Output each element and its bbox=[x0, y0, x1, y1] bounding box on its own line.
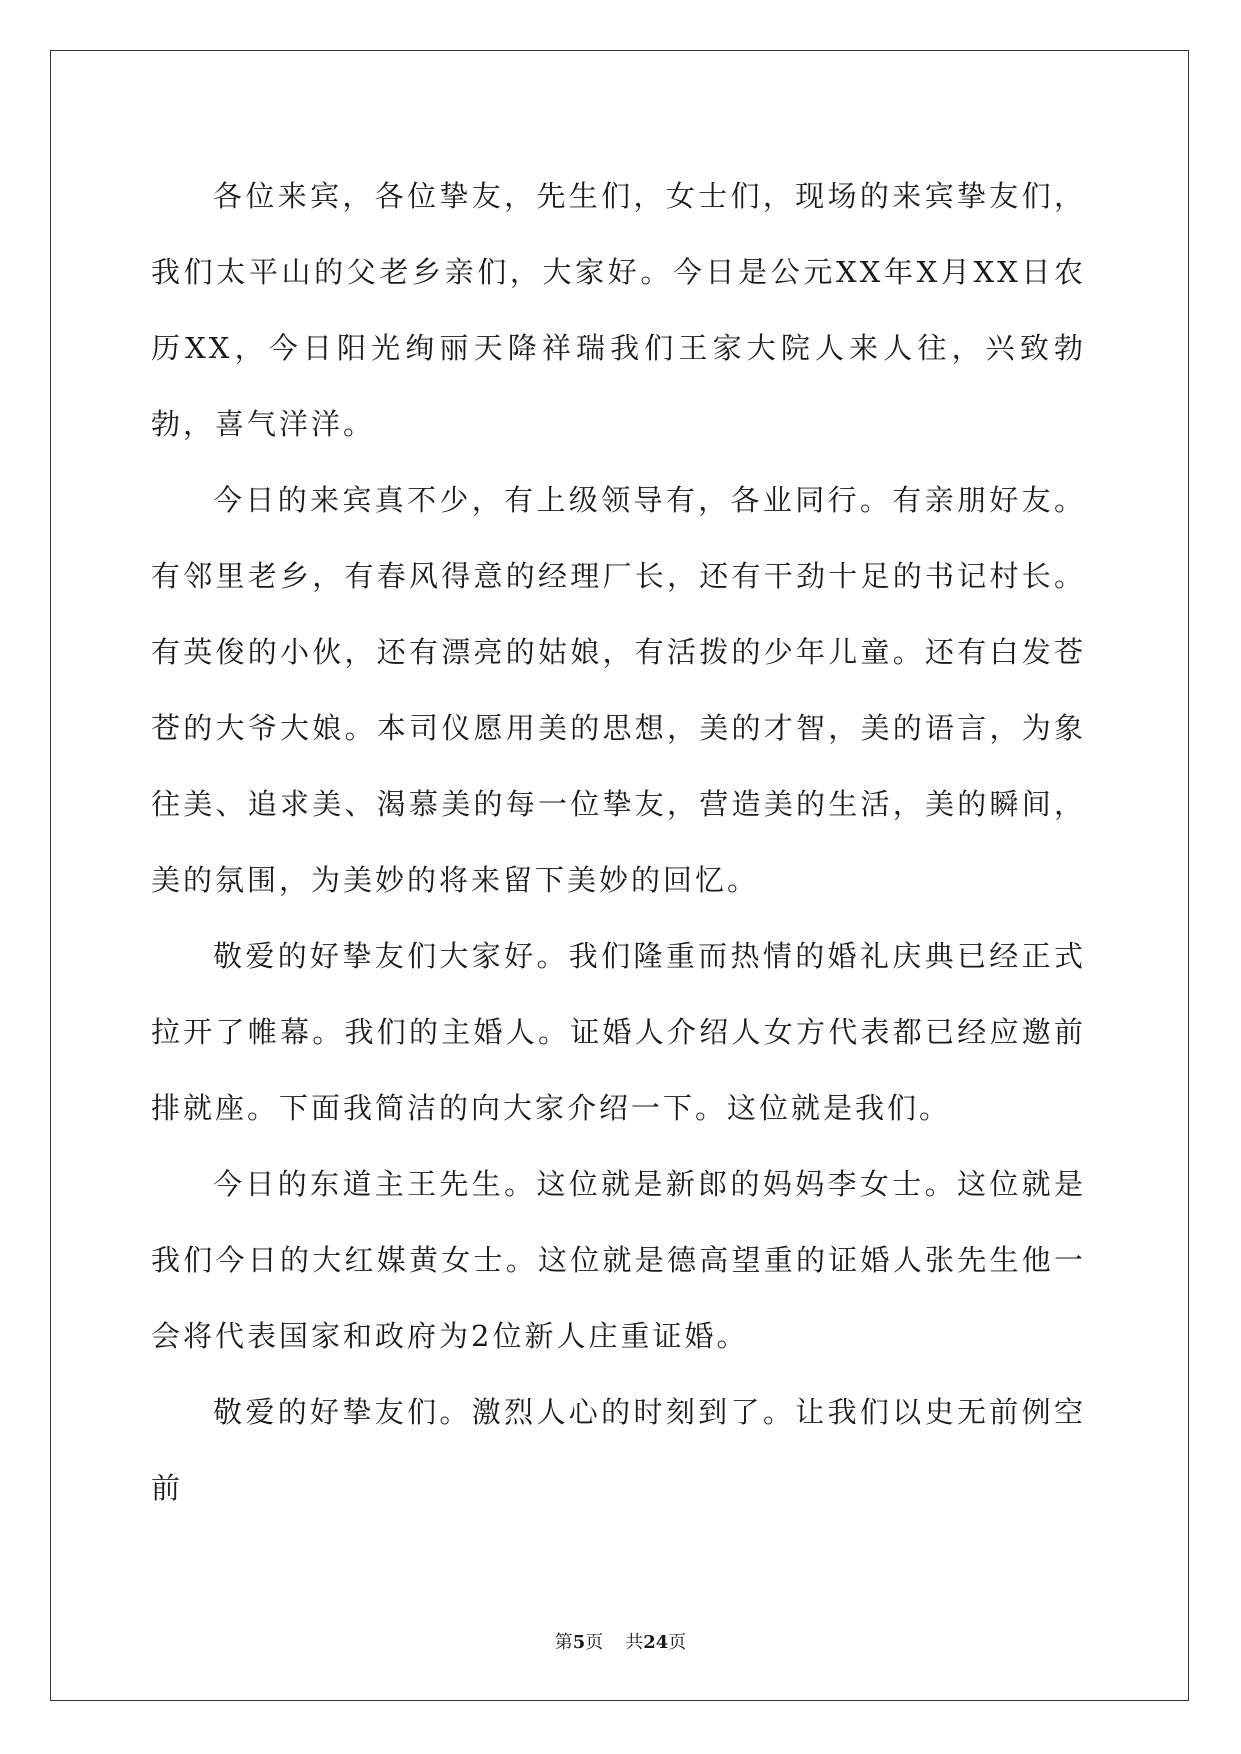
paragraph-3: 敬爱的好挚友们大家好。我们隆重而热情的婚礼庆典已经正式拉开了帷幕。我们的主婚人。证婚人介绍人女方代表都已经应邀前排就座。下面我简洁的向大家介绍一下。这位就是我们。 bbox=[151, 939, 1086, 1125]
document-body bbox=[151, 158, 1086, 1526]
total-pages: 24 bbox=[643, 1632, 669, 1653]
total-prefix: 共 bbox=[625, 1632, 644, 1653]
page-footer bbox=[0, 1628, 1241, 1654]
total-suffix: 页 bbox=[668, 1632, 687, 1653]
page-number: 5 bbox=[572, 1632, 586, 1653]
paragraph-5: 敬爱的好挚友们。激烈人心的时刻到了。让我们以史无前例空前 bbox=[151, 1395, 1086, 1505]
paragraph-1: 各位来宾，各位挚友，先生们，女士们，现场的来宾挚友们，我们太平山的父老乡亲们，大家好。今日是公元XX年X月XX日农历XX，今日阳光绚丽天降祥瑞我们王家大院人来人往，兴致勃勃，喜气洋洋。 bbox=[151, 179, 1086, 441]
page-prefix: 第 bbox=[554, 1632, 573, 1653]
paragraph-2: 今日的来宾真不少，有上级领导有，各业同行。有亲朋好友。有邻里老乡，有春风得意的经理厂长，还有干劲十足的书记村长。有英俊的小伙，还有漂亮的姑娘，有活拨的少年儿童。还有白发苍苍的大爷大娘。本司仪愿用美的思想，美的才智，美的语言，为象往美、追求美、渴慕美的每一位挚友，营造美的生活，美的瞬间，美的氛围，为美妙的将来留下美妙的回忆。 bbox=[151, 483, 1086, 897]
page-suffix: 页 bbox=[585, 1632, 604, 1653]
paragraph-4: 今日的东道主王先生。这位就是新郎的妈妈李女士。这位就是我们今日的大红媒黄女士。这位就是德高望重的证婚人张先生他一会将代表国家和政府为2位新人庄重证婚。 bbox=[151, 1167, 1086, 1353]
